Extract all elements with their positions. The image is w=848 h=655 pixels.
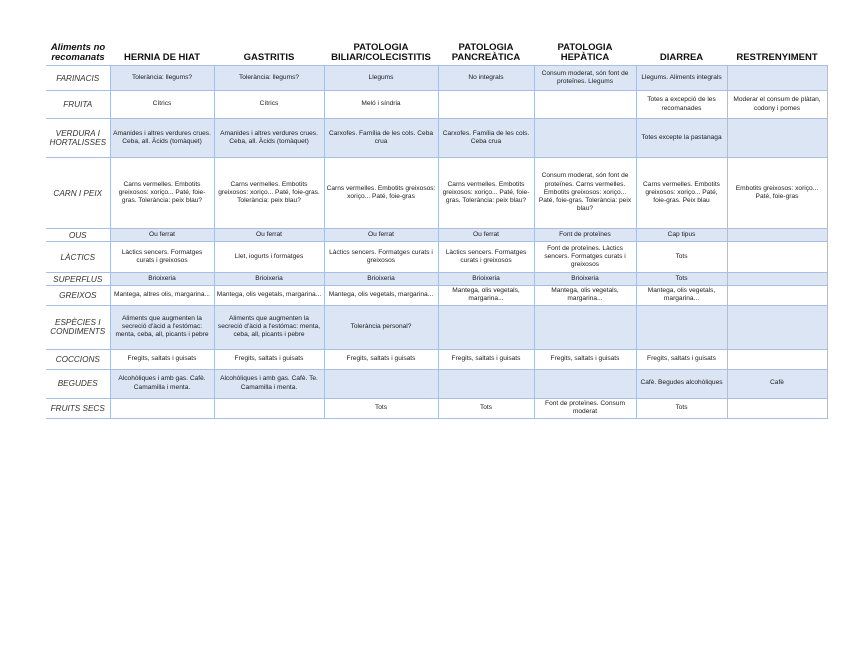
table-cell — [438, 286, 534, 306]
table-cell — [727, 369, 827, 398]
row-label: LÀCTICS — [46, 242, 110, 273]
cell-text: Cafè — [770, 379, 784, 387]
table-cell — [534, 119, 636, 158]
table-body — [46, 66, 827, 419]
table-cell — [110, 158, 214, 229]
table-row — [46, 91, 827, 119]
table-cell — [110, 229, 214, 242]
table-cell — [636, 349, 727, 369]
table-cell — [214, 398, 324, 418]
table-cell — [636, 229, 727, 242]
table-cell — [636, 286, 727, 306]
row-label: FRUITS SECS — [46, 398, 110, 418]
cell-text: Tolerància personal? — [350, 322, 412, 330]
table-cell — [534, 286, 636, 306]
table-cell — [636, 242, 727, 273]
cell-text: Ou ferrat — [367, 230, 395, 238]
cell-text: Moderar el consum de plàtan, codony i pomes — [733, 96, 821, 112]
column-header: HERNIA DE HIAT — [124, 52, 200, 63]
table-cell — [727, 119, 827, 158]
cell-text: Fregits, saltats i guisats — [647, 354, 716, 362]
column-header: PATOLOGIA BILIAR/COLECISTITIS — [331, 42, 431, 63]
table-cell — [727, 398, 827, 418]
table-cell — [110, 66, 214, 91]
cell-text: Tots — [675, 274, 688, 282]
cell-text: Tots — [479, 403, 493, 411]
table-cell — [534, 305, 636, 349]
row-label: GREIXOS — [46, 286, 110, 306]
table-cell — [727, 273, 827, 286]
table-row — [46, 286, 827, 306]
table-cell — [324, 369, 438, 398]
cell-text: Carxofes. Família de les cols. Ceba crua — [328, 129, 434, 145]
table-cell — [636, 305, 727, 349]
cell-text: Ou ferrat — [255, 230, 283, 238]
table-cell — [636, 158, 727, 229]
table-row — [46, 119, 827, 158]
table-cell — [438, 91, 534, 119]
table-cell — [324, 273, 438, 286]
cell-text: Cafè. Begudes alcohòliques — [640, 379, 723, 387]
table-cell — [324, 398, 438, 418]
cell-text: Carns vermelles. Embotits greixosos: xoriço... Paté, foie-gras. Tolerància: peix blau? — [442, 180, 530, 205]
cell-text: Totes a excepció de les recomanades — [647, 96, 716, 112]
row-label: FARINACIS — [46, 66, 110, 91]
cell-text: Mantega, olis vegetals, margarina... — [216, 291, 322, 299]
cell-text: Llegums. Aliments integrals — [641, 73, 722, 81]
table-cell — [438, 369, 534, 398]
cell-text: Totes excepte la pastanaga — [641, 133, 722, 141]
column-header: GASTRITIS — [243, 52, 295, 63]
cell-text: Cítrics — [152, 100, 172, 108]
table-cell — [214, 158, 324, 229]
table-cell — [438, 66, 534, 91]
cell-text: Alcohòliques i amb gas. Cafè. Te. Camamilla i menta. — [220, 375, 318, 391]
column-header: RESTRENYIMENT — [736, 52, 818, 63]
table-row — [46, 66, 827, 91]
table-cell — [214, 66, 324, 91]
table-cell — [214, 242, 324, 273]
table-cell — [727, 66, 827, 91]
table-row — [46, 369, 827, 398]
row-label: FRUITA — [46, 91, 110, 119]
cell-text: Tots — [675, 252, 688, 260]
table-cell — [727, 229, 827, 242]
table-cell — [214, 369, 324, 398]
table-cell — [110, 242, 214, 273]
cell-text: No integrals — [468, 73, 504, 81]
cell-text: Fregits, saltats i guisats — [451, 354, 521, 362]
table-cell — [636, 66, 727, 91]
row-label: BEGUDES — [46, 369, 110, 398]
cell-text: Consum moderat, són font de proteïnes. Carns vermelles. Embotits greixosos: xoriço... Paté, foie-gras. Tolerància: peix blau? — [538, 172, 632, 213]
table-cell — [438, 305, 534, 349]
table-cell — [534, 398, 636, 418]
header-row — [46, 37, 827, 66]
cell-text: Font de proteïnes — [559, 230, 611, 238]
cell-text: Carns vermelles. Embotits greixosos: xoriço... Paté, foie-gras. Tolerància: peix blau? — [218, 180, 320, 205]
cell-text: Font de proteïnes. Consum moderat — [545, 399, 625, 416]
cell-text: Fregits, saltats i guisats — [234, 354, 304, 362]
cell-text: Mantega, olis vegetals, margarina... — [452, 287, 520, 303]
table-cell — [110, 305, 214, 349]
table-row — [46, 229, 827, 242]
table-cell — [727, 286, 827, 306]
cell-text: Embotits greixosos: xoriço... Paté, foie-gras — [735, 184, 819, 200]
cell-text: Fregits, saltats i guisats — [127, 354, 197, 362]
table-cell — [534, 66, 636, 91]
table-cell — [534, 242, 636, 273]
cell-text: Mantega, olis vegetals, margarina... — [551, 287, 619, 303]
table-cell — [727, 242, 827, 273]
table-cell — [324, 242, 438, 273]
column-header: PATOLOGIA PANCREÀTICA — [451, 42, 521, 63]
table-cell — [534, 273, 636, 286]
cell-text: Làctics sencers. Formatges curats i greixosos — [121, 248, 203, 264]
table-cell — [727, 91, 827, 119]
cell-text: Fregits, saltats i guisats — [346, 354, 416, 362]
table-cell — [324, 349, 438, 369]
table-row — [46, 242, 827, 273]
table-cell — [324, 158, 438, 229]
cell-text: Tolerància: llegums? — [238, 73, 300, 81]
table-cell — [214, 229, 324, 242]
cell-text: Brioixeria — [367, 274, 395, 282]
table-cell — [324, 229, 438, 242]
cell-text: Amanides i altres verdures crues. Ceba, all. Àcids (tomàquet) — [113, 129, 211, 145]
table-cell — [534, 369, 636, 398]
table-row — [46, 349, 827, 369]
corner-label: Aliments no recomanats — [50, 42, 106, 63]
table-cell — [214, 273, 324, 286]
cell-text: Llegums — [368, 73, 394, 81]
row-label: COCCIONS — [46, 349, 110, 369]
table-cell — [636, 91, 727, 119]
table-cell — [438, 119, 534, 158]
table-cell — [214, 119, 324, 158]
table-cell — [324, 119, 438, 158]
row-label: VERDURA I HORTALISSES — [46, 119, 110, 158]
cell-text: Cítrics — [259, 100, 279, 108]
cell-text: Tolerància: llegums? — [131, 73, 193, 81]
table-cell — [110, 349, 214, 369]
table-cell — [636, 369, 727, 398]
table-cell — [110, 369, 214, 398]
table-cell — [214, 349, 324, 369]
table-cell — [727, 349, 827, 369]
table-cell — [110, 286, 214, 306]
cell-text: Carxofes. Família de les cols. Ceba crua — [442, 129, 530, 145]
cell-text: Consum moderat, són font de proteïnes. Llegums — [541, 69, 629, 85]
table-cell — [438, 242, 534, 273]
table-cell — [438, 349, 534, 369]
table-cell — [214, 286, 324, 306]
cell-text: Brioixeria — [571, 274, 599, 282]
cell-text: Llet, iogurts i formatges — [234, 252, 304, 260]
row-label: OUS — [46, 229, 110, 242]
table-cell — [636, 119, 727, 158]
table-cell — [438, 273, 534, 286]
table-cell — [324, 91, 438, 119]
table-cell — [534, 229, 636, 242]
table-cell — [110, 119, 214, 158]
table-cell — [636, 273, 727, 286]
table-cell — [534, 158, 636, 229]
cell-text: Làctics sencers. Formatges curats i greixosos — [445, 248, 527, 264]
table-row — [46, 305, 827, 349]
table-cell — [110, 273, 214, 286]
table-cell — [534, 349, 636, 369]
row-label: SUPERFLUS — [46, 273, 110, 286]
cell-text: Font de proteïnes. Làctics sencers. Formatges curats i greixosos — [544, 244, 626, 269]
cell-text: Ou ferrat — [148, 230, 176, 238]
cell-text: Carns vermelles. Embotits greixosos: xoriço... Paté, foie-gras. Peix blau — [643, 180, 720, 205]
table-cell — [727, 158, 827, 229]
cell-text: Mantega, altres olis, margarina... — [113, 291, 211, 299]
column-header: DIARREA — [659, 52, 704, 63]
cell-text: Cap tipus — [667, 230, 696, 238]
cell-text: Brioixeria — [148, 274, 176, 282]
table-cell — [534, 91, 636, 119]
table-cell — [324, 286, 438, 306]
table-cell — [438, 398, 534, 418]
cell-text: Brioixeria — [472, 274, 500, 282]
cell-text: Brioixeria — [255, 274, 283, 282]
table-row — [46, 398, 827, 418]
table-cell — [438, 158, 534, 229]
cell-text: Mantega, olis vegetals, margarina... — [328, 291, 434, 299]
table-cell — [110, 91, 214, 119]
table-cell — [636, 398, 727, 418]
table-cell — [214, 305, 324, 349]
row-label: CARN I PEIX — [46, 158, 110, 229]
cell-text: Ou ferrat — [472, 230, 500, 238]
diet-table — [46, 37, 828, 419]
table-cell — [324, 305, 438, 349]
table-cell — [110, 398, 214, 418]
cell-text: Tots — [374, 403, 388, 411]
table-cell — [214, 91, 324, 119]
cell-text: Aliments que augmenten la secreció d'àcid a l'estómac: menta, ceba, all, picants i pebre — [115, 314, 209, 339]
cell-text: Fregits, saltats i guisats — [550, 354, 620, 362]
cell-text: Meló i síndria — [361, 100, 401, 108]
table-row — [46, 273, 827, 286]
cell-text: Aliments que augmenten la secreció d'àcid a l'estómac: menta, ceba, all, picants i pebre — [217, 314, 321, 339]
row-label: ESPÈCIES I CONDIMENTS — [46, 305, 110, 349]
cell-text: Carns vermelles. Embotits greixosos: xoriço... Paté, foie-gras. Tolerància: peix blau? — [118, 180, 206, 205]
cell-text: Tots — [675, 403, 688, 411]
cell-text: Carns vermelles. Embotits greixosos: xoriço... Paté, foie-gras — [326, 184, 436, 200]
table-row — [46, 158, 827, 229]
table-cell — [324, 66, 438, 91]
table-cell — [727, 305, 827, 349]
cell-text: Mantega, olis vegetals, margarina... — [647, 287, 716, 303]
cell-text: Amanides i altres verdures crues. Ceba, all. Àcids (tomàquet) — [220, 129, 318, 145]
table-cell — [438, 229, 534, 242]
column-header: PATOLOGIA HEPÀTICA — [557, 42, 613, 63]
cell-text: Alcohòliques i amb gas. Cafè. Camamilla i menta. — [118, 375, 206, 391]
cell-text: Làctics sencers. Formatges curats i greixosos — [329, 248, 433, 264]
